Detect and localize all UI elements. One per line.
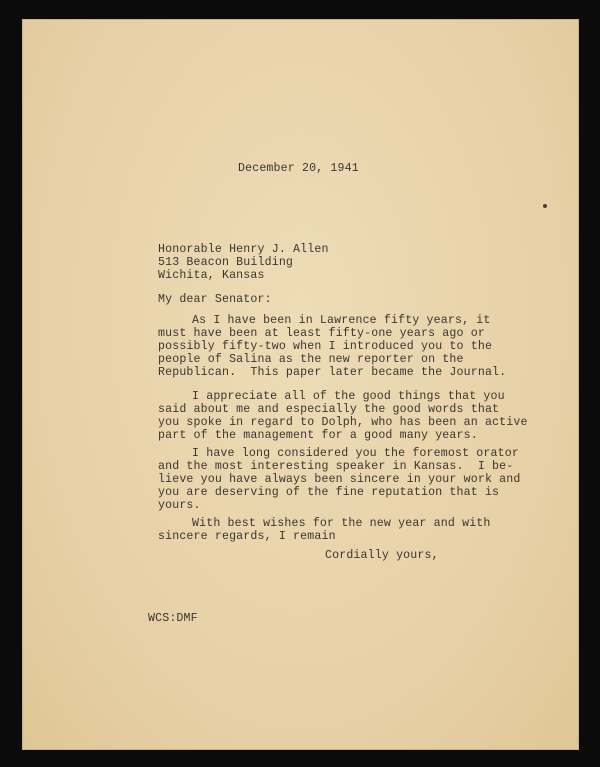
paragraph-3-line-5: yours. [158,499,201,512]
paragraph-2-line-4: part of the management for a good many years. [158,429,478,442]
paragraph-2-line-2: said about me and especially the good words that [158,403,500,416]
paper-speck [543,204,547,208]
paragraph-3-line-4: you are deserving of the fine reputation that is [158,486,500,499]
paragraph-3-line-1: I have long considered you the foremost orator [192,447,519,460]
paragraph-2-line-3: you spoke in regard to Dolph, who has been an active [158,416,528,429]
paragraph-3-line-3: lieve you have always been sincere in your work and [158,473,521,486]
paragraph-4-line-1: With best wishes for the new year and with [192,517,491,530]
paragraph-1-line-3: possibly fifty-two when I introduced you to the [158,340,493,353]
paragraph-2-line-1: I appreciate all of the good things that you [192,390,505,403]
letter-date: December 20, 1941 [238,162,359,175]
paragraph-1-line-2: must have been at least fifty-one years ago or [158,327,485,340]
paragraph-4-line-2: sincere regards, I remain [158,530,336,543]
reference-initials: WCS:DMF [148,612,198,625]
address-line-2: 513 Beacon Building [158,256,294,269]
paragraph-1-line-5: Republican. This paper later became the Journal. [158,366,507,379]
letter-page [22,19,579,750]
salutation: My dear Senator: [158,293,272,306]
closing: Cordially yours, [325,549,439,562]
paragraph-1-line-1: As I have been in Lawrence fifty years, it [192,314,491,327]
paragraph-1-line-4: people of Salina as the new reporter on the [158,353,464,366]
address-line-3: Wichita, Kansas [158,269,265,282]
paragraph-3-line-2: and the most interesting speaker in Kansas. I be- [158,460,514,473]
address-line-1: Honorable Henry J. Allen [158,243,329,256]
